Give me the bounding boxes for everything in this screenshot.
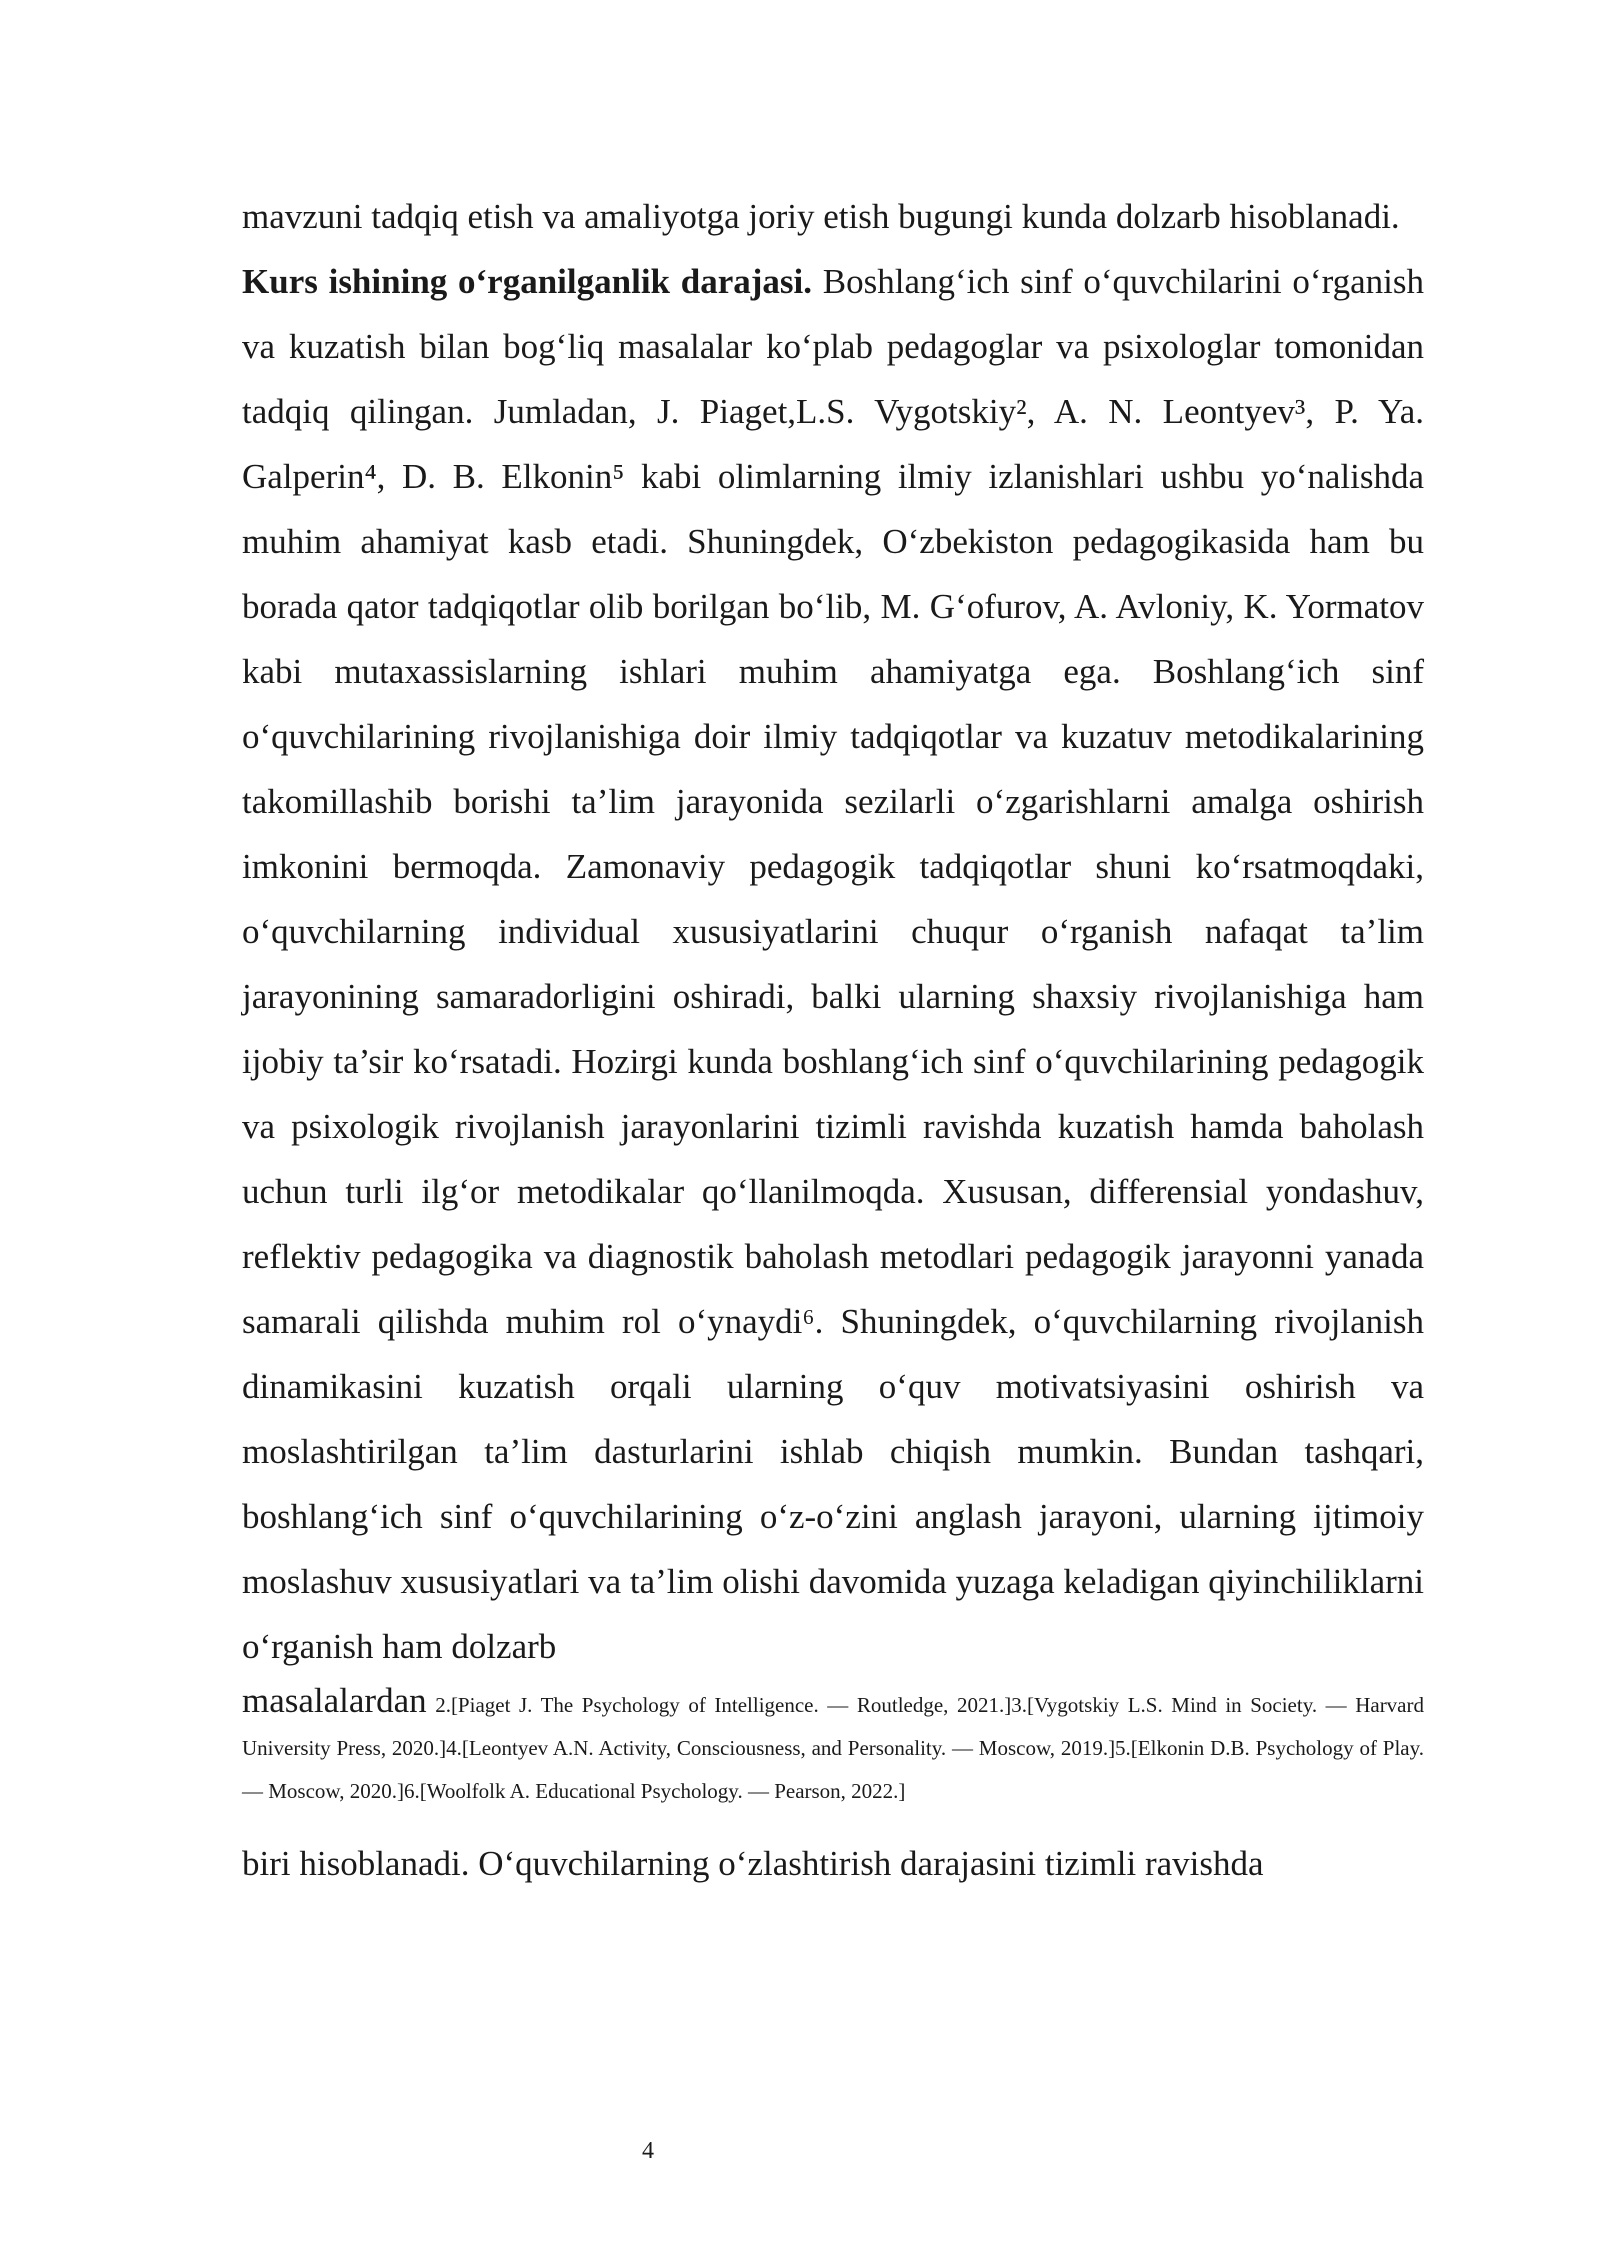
section-paragraph [242, 249, 1424, 1679]
section-body: Boshlang‘ich sinf o‘quvchilarini o‘rganish va kuzatish bilan bog‘liq masalalar ko‘plab pedagoglar va psixologlar tomonidan tadqiq qilingan. Jumladan, J. Piaget,L.S. Vygotskiy², A. N. Leontyev³, P. Ya. Galperin⁴, D. B. Elkonin⁵ kabi olimlarning ilmiy izlanishlari ushbu yo‘nalishda muhim ahamiyat kasb etadi. Shuningdek, O‘zbekiston pedagogikasida ham bu borada qator tadqiqotlar olib borilgan bo‘lib, M. G‘ofurov, A. Avloniy, K. Yormatov kabi mutaxassislarning ishlari muhim ahamiyatga ega. Boshlang‘ich sinf o‘quvchilarining rivojlanishiga doir ilmiy tadqiqotlar va kuzatuv metodikalarining takomillashib borishi ta’lim jarayonida sezilarli o‘zgarishlarni amalga oshirish imkonini bermoqda. Zamonaviy pedagogik tadqiqotlar shuni ko‘rsatmoqdaki, o‘quvchilarning individual xususiyatlarini chuqur o‘rganish nafaqat ta’lim jarayonining samaradorligini oshiradi, balki ularning shaxsiy rivojlanishiga ham ijobiy ta’sir ko‘rsatadi. Hozirgi kunda boshlang‘ich sinf o‘quvchilarining pedagogik va psixologik rivojlanish jarayonlarini tizimli ravishda kuzatish hamda baholash uchun turli ilg‘or metodikalar qo‘llanilmoqda. Xususan, differensial yondashuv, reflektiv pedagogika va diagnostik baholash metodlari pedagogik jarayonni yanada samarali qilishda muhim rol o‘ynaydi⁶. Shuningdek, o‘quvchilarning rivojlanish dinamikasini kuzatish orqali ularning o‘quv motivatsiyasini oshirish va moslashtirilgan ta’lim dasturlarini ishlab chiqish mumkin. Bundan tashqari, boshlang‘ich sinf o‘quvchilarining o‘z-o‘zini anglash jarayoni, ularning ijtimoiy moslashuv xususiyatlari va ta’lim olishi davomida yuzaga keladigan qiyinchiliklarni o‘rganish ham dolzarb [242, 262, 1424, 1666]
intro-paragraph: mavzuni tadqiq etish va amaliyotga joriy etish bugungi kunda dolzarb hisoblanadi. [242, 197, 1400, 236]
continuation-paragraph: biri hisoblanadi. O‘quvchilarning o‘zlashtirish darajasini tizimli ravishda [242, 1844, 1264, 1883]
footnote-lead-text: masalalardan [242, 1681, 427, 1720]
section-heading: Kurs ishining o‘rganilganlik darajasi. [242, 262, 813, 301]
footnote-references: 2.[Piaget J. The Psychology of Intelligence. — Routledge, 2021.]3.[Vygotskiy L.S. Mind in Society. — Harvard University Press, 2020.]4.[Leontyev A.N. Activity, Consciousness, and Personality. — Moscow, 2019.]5.[Elkonin D.B. Psychology of Play. — Moscow, 2020.]6.[Woolfolk A. Educational Psychology. — Pearson, 2022.] [242, 1693, 1424, 1803]
page-content [242, 184, 1424, 1896]
footnote-block [242, 1679, 1424, 1813]
page-number: 4 [642, 2138, 654, 2164]
